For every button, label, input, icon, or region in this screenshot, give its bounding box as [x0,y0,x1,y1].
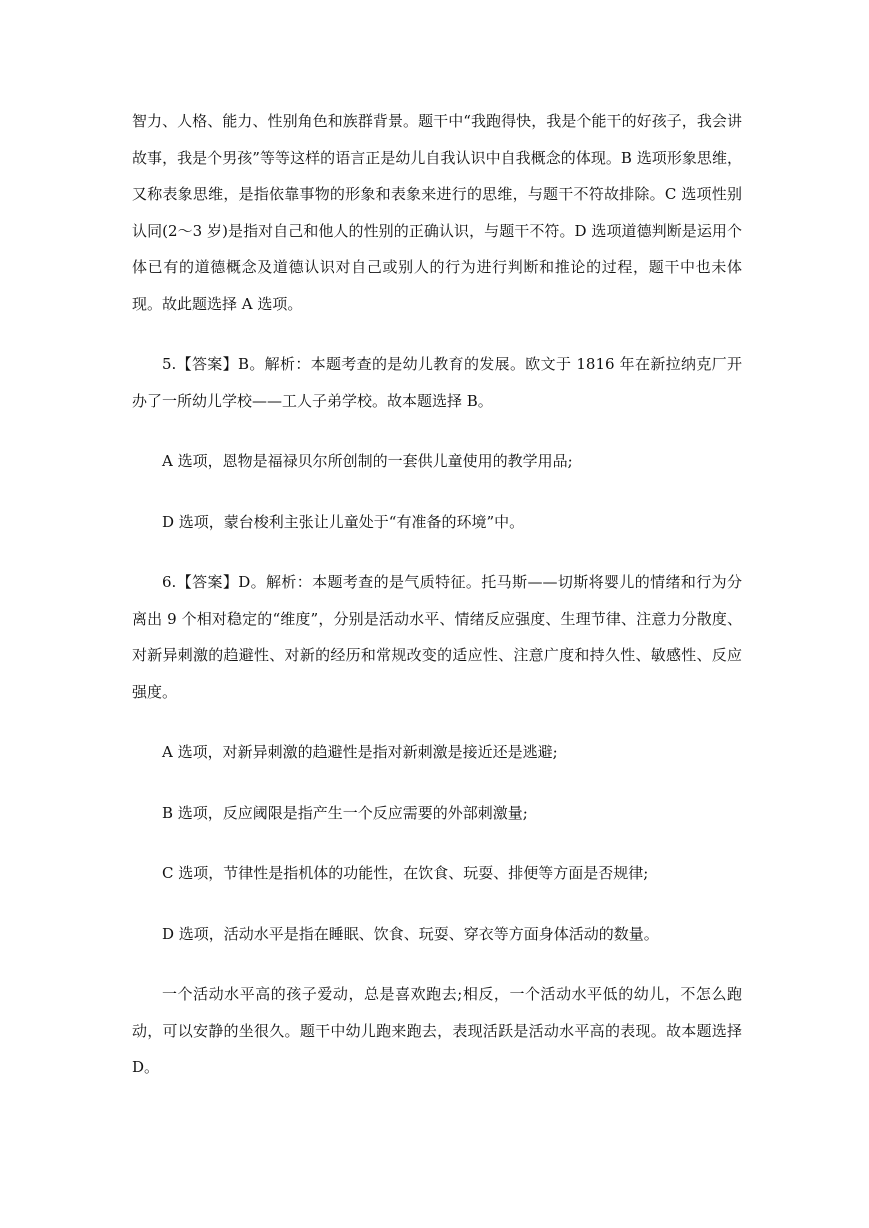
paragraph-question-6-option-c: C 选项，节律性是指机体的功能性，在饮食、玩耍、排便等方面是否规律; [162,864,649,882]
paragraph-question-6-summary: 一个活动水平高的孩子爱动，总是喜欢跑去;相反，一个活动水平低的幼儿，不怎么跑动，可以安静的坐很久。题干中幼儿跑来跑去，表现活跃是活动水平高的表现。故本题选择 D。 [132,985,742,1076]
paragraph-question-5-option-d: D 选项，蒙台梭利主张让儿童处于“有准备的环境”中。 [162,512,525,531]
paragraph-question-6-option-d: D 选项，活动水平是指在睡眠、饮食、玩耍、穿衣等方面身体活动的数量。 [162,924,659,943]
paragraph-continued-explanation: 智力、人格、能力、性别角色和族群背景。题干中“我跑得快，我是个能干的好孩子，我会讲故事，我是个男孩”等等这样的语言正是幼儿自我认识中自我概念的体现。B 选项形象思维，又称表象思维，是指依靠事物的形象和表象来进行的思维，与题干不符故排除。C 选项性别认同(2～3 岁)是指对自己和他人的性别的正确认识，与题干不符。D 选项道德判断是运用个体已有的道德概念及道德认识对自己或别人的行为进行判断和推论的过程，题干中也未体现。故此题选择 A 选项。 [132,112,742,313]
paragraph-question-6-answer: 6.【答案】D。解析：本题考查的是气质特征。托马斯——切斯将婴儿的情绪和行为分离出 9 个相对稳定的“维度”，分别是活动水平、情绪反应强度、生理节律、注意力分散度、对新异刺激的趋避性、对新的经历和常规改变的适应性、注意广度和持久性、敏感性、反应强度。 [132,573,742,701]
paragraph-question-5-option-a: A 选项，恩物是福禄贝尔所创制的一套供儿童使用的教学用品; [162,452,573,470]
document-body [132,103,742,1086]
paragraph-question-5-answer: 5.【答案】B。解析：本题考查的是幼儿教育的发展。欧文于 1816 年在新拉纳克厂开办了一所幼儿学校——工人子弟学校。故本题选择 B。 [132,355,742,410]
paragraph-question-6-option-a: A 选项，对新异刺激的趋避性是指对新刺激是接近还是逃避; [162,743,558,761]
paragraph-question-6-option-b: B 选项，反应阈限是指产生一个反应需要的外部刺激量; [162,803,528,822]
